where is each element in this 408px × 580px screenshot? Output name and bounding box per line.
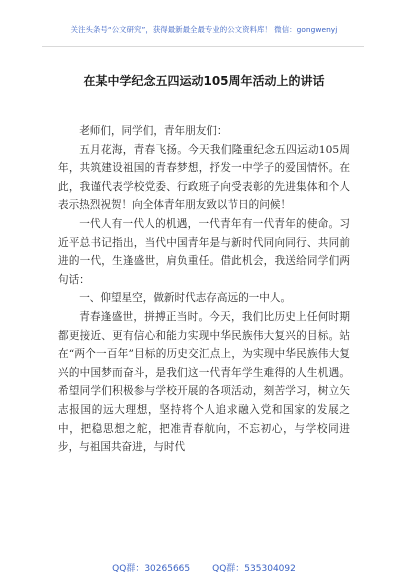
footer-qq-group-2: QQ群：535304092 xyxy=(212,564,296,574)
salutation: 老师们，同学们，青年朋友们： xyxy=(79,125,228,137)
header-note: 关注头条号“公文研究”，获得最新最全最专业的公文资料库！ 微信：gongwenyj xyxy=(70,25,338,34)
footer-contacts xyxy=(0,561,408,574)
section-paragraph: 青春逢盛世，拼搏正当时。今天，我们比历史上任何时期都更接近、更有信心和能力实现中华民族伟大复兴的目标。站在“两个一百年”目标的历史交汇点上，为实现中华民族伟大复兴的中国梦而奋斗，是我们这一代青年学生难得的人生机遇。希望同学们积极参与学校开展的各项活动，刻苦学习，树立矢志报国的远大理想，坚持将个人追求融入党和国家的发展之中，把稳思想之舵，把准青春航向，不忘初心，与学校同进步，与祖国共奋进，与时代 xyxy=(58,310,350,454)
section-heading: 一、仰望星空，做新时代志存高远的一中人。 xyxy=(79,292,292,305)
paragraph: 五月花海，青春飞扬。今天我们隆重纪念五四运动105周年，共筑建设祖国的青春梦想，抒发一中学子的爱国情怀。在此，我谨代表学校党委、行政班子向受表彰的先进集体和个人表示热烈祝贺！向全体青年朋友致以节日的问候！ xyxy=(58,143,350,212)
footer-qq-group-1: QQ群：30265665 xyxy=(112,564,191,574)
document-body xyxy=(58,122,350,457)
document-title: 在某中学纪念五四运动105周年活动上的讲话 xyxy=(83,74,325,88)
header-divider xyxy=(42,46,364,47)
paragraph: 一代人有一代人的机遇，一代青年有一代青年的使命。习近平总书记指出，当代中国青年是与新时代同向同行、共同前进的一代，生逢盛世，肩负重任。借此机会，我送给同学们两句话： xyxy=(58,217,350,286)
